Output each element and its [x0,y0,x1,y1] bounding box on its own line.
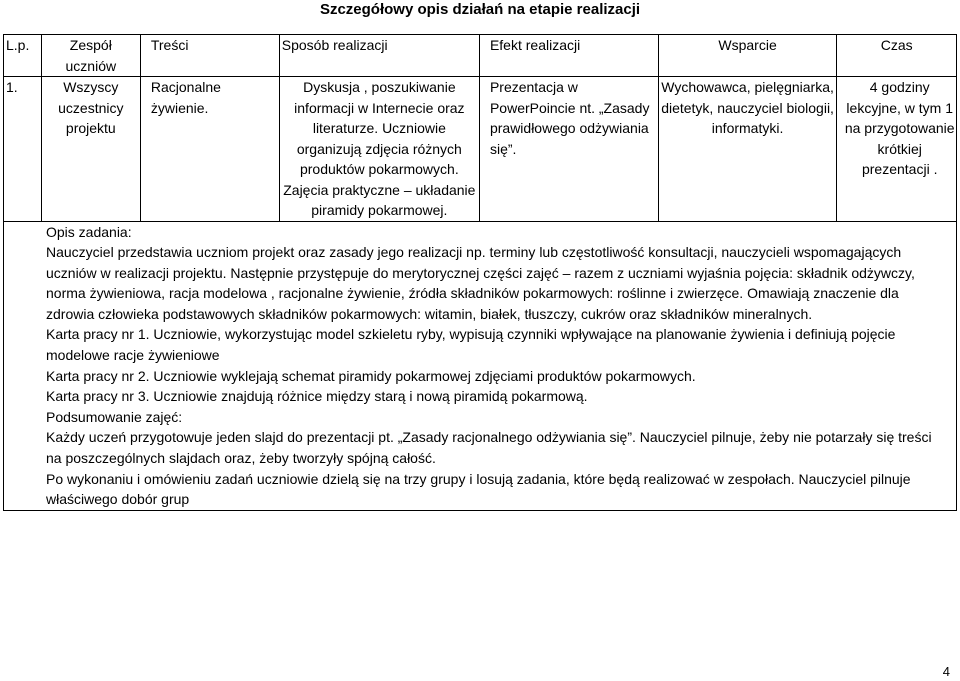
table-row [4,77,957,222]
description-paragraph: Karta pracy nr 2. Uczniowie wyklejają schemat piramidy pokarmowej zdjęciami produktów pokarmowych. [46,367,696,384]
row-time: 4 godziny lekcyjne, w tym 1 na przygotowanie krótkiej prezentacji . [837,77,957,222]
activity-plan-table [3,34,957,511]
row-team: Wszyscy uczestnicy projektu [41,77,140,222]
header-effect: Efekt realizacji [479,35,658,77]
task-description [4,221,957,510]
header-time: Czas [837,35,957,77]
header-lp: L.p. [4,35,42,77]
header-team: Zespół uczniów [41,35,140,77]
row-effect: Prezentacja w PowerPoincie nt. „Zasady prawidłowego odżywiania się”. [479,77,658,222]
row-lp: 1. [4,77,42,222]
header-support: Wsparcie [658,35,837,77]
description-paragraph: Po wykonaniu i omówieniu zadań uczniowie dzielą się na trzy grupy i losują zadania, które będą realizować w zespołach. Nauczyciel pilnuje właściwego dobór grup [46,470,911,508]
description-paragraph: Nauczyciel przedstawia uczniom projekt oraz zasady jego realizacji np. terminy lub częstotliwość konsultacji, nauczycieli wspomagających uczniów w realizacji projektu. Następnie przystępuje do merytorycznej części zajęć – razem z uczniami wyjaśnia pojęcia: składnik odżywczy, norma żywieniowa, racja modelowa , racjonalne żywienie, źródła składników pokarmowych: roślinne i zwierzęce. Omawiają znaczenie dla zdrowia człowieka podstawowych składników pokarmowych: witamin, białek, tłuszczy, cukrów oraz składników mineralnych. [46,244,915,322]
row-content: Racjonalne żywienie. [140,77,279,222]
page-number: 4 [942,664,950,679]
description-paragraph: Każdy uczeń przygotowuje jeden slajd do prezentacji pt. „Zasady racjonalnego odżywiania się”. Nauczyciel pilnuje, żeby nie potarzały się treści na poszczególnych slajdach oraz, żeby tworzyły spójną całość. [46,429,932,467]
description-paragraph: Karta pracy nr 1. Uczniowie, wykorzystując model szkieletu ryby, wypisują czynniki wpływające na planowanie żywienia i definiują pojęcie modelowe racje żywieniowe [46,326,896,364]
header-content: Treści [140,35,279,77]
description-paragraph: Podsumowanie zajęć: [46,408,183,425]
document-title: Szczegółowy opis działań na etapie realizacji [319,1,641,18]
row-support: Wychowawca, pielęgniarka, dietetyk, nauczyciel biologii, informatyki. [658,77,837,222]
row-method: Dyskusja , poszukiwanie informacji w Internecie oraz literaturze. Uczniowie organizują zdjęcia różnych produktów pokarmowych. Zajęcia praktyczne – układanie piramidy pokarmowej. [279,77,479,222]
description-heading: Opis zadania: [46,223,132,240]
description-row [4,221,957,510]
header-method: Sposób realizacji [279,35,479,77]
description-paragraph: Karta pracy nr 3. Uczniowie znajdują różnice między starą i nową piramidą pokarmową. [46,388,588,405]
table-header-row [4,35,957,77]
